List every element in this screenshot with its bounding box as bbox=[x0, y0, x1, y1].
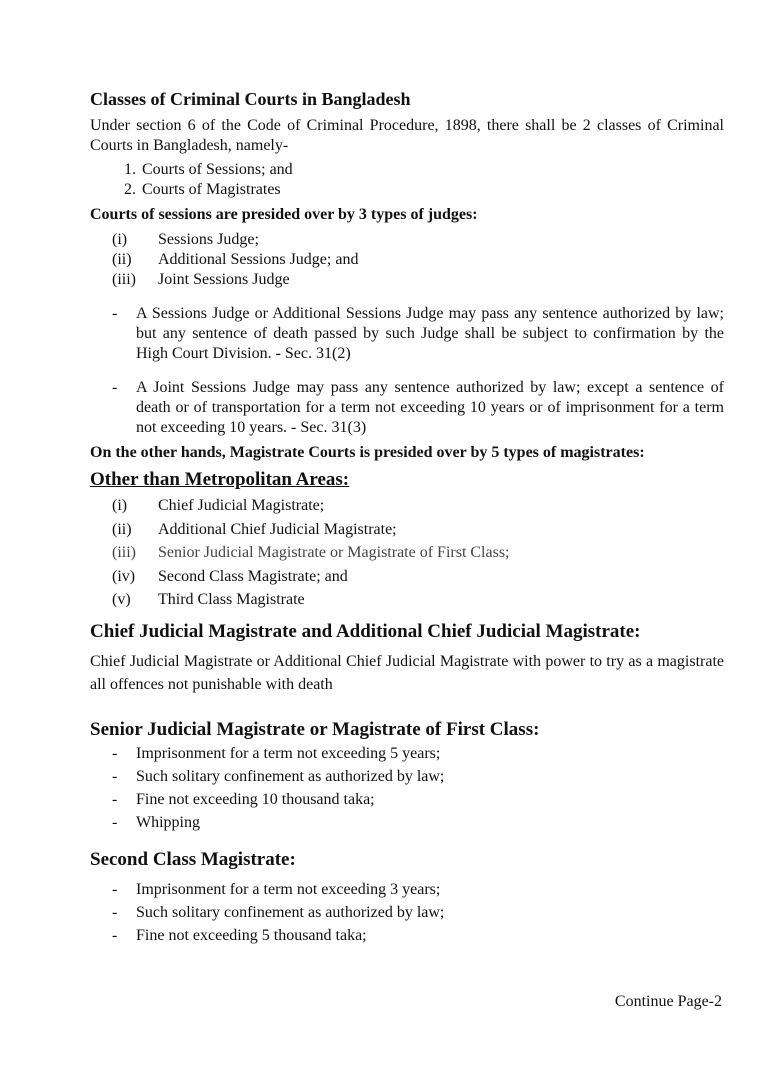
list-item: (iv) Second Class Magistrate; and bbox=[112, 567, 348, 585]
intro-paragraph: Under section 6 of the Code of Criminal Procedure, 1898, there shall be 2 classes of Criminal Courts in Bangladesh, namely- bbox=[90, 117, 724, 154]
sessions-note: - A Joint Sessions Judge may pass any sentence authorized by law; except a sentence of death or of transportation for a term not exceeding 10 years or of imprisonment for a term not exceeding 10 years. - Sec. 31(3) bbox=[112, 379, 724, 436]
sjm-powers-list bbox=[90, 742, 724, 834]
document-title: Classes of Criminal Courts in Bangladesh bbox=[90, 89, 411, 109]
list-item: (i) Sessions Judge; bbox=[112, 231, 259, 248]
list-item: - Imprisonment for a term not exceeding 5 years; bbox=[112, 744, 441, 762]
list-item: - Fine not exceeding 10 thousand taka; bbox=[112, 790, 375, 808]
scm-powers-list bbox=[90, 878, 724, 947]
list-item: 2. Courts of Magistrates bbox=[124, 181, 281, 198]
document-page bbox=[90, 88, 724, 947]
list-item: - Fine not exceeding 5 thousand taka; bbox=[112, 926, 367, 944]
list-item: (iii) Senior Judicial Magistrate or Magistrate of First Class; bbox=[112, 544, 510, 561]
list-item: (iii) Joint Sessions Judge bbox=[112, 271, 290, 288]
page-footer: Continue Page-2 bbox=[614, 993, 722, 1010]
cjm-heading: Chief Judicial Magistrate and Additional Chief Judicial Magistrate: bbox=[90, 620, 641, 642]
list-item: - Whipping bbox=[112, 813, 200, 831]
list-item: - Imprisonment for a term not exceeding 3 years; bbox=[112, 880, 441, 898]
non-metro-heading: Other than Metropolitan Areas: bbox=[90, 469, 350, 490]
list-item: (v) Third Class Magistrate bbox=[112, 591, 305, 608]
sessions-heading: Courts of sessions are presided over by 3 types of judges: bbox=[90, 206, 478, 223]
magistrate-heading: On the other hands, Magistrate Courts is presided over by 5 types of magistrates: bbox=[90, 444, 645, 461]
list-item: (i) Chief Judicial Magistrate; bbox=[112, 497, 325, 514]
cjm-paragraph: Chief Judicial Magistrate or Additional Chief Judicial Magistrate with power to try as a magistrate all offences not punishable with death bbox=[90, 652, 724, 693]
court-classes-list bbox=[90, 160, 724, 200]
list-item: 1. Courts of Sessions; and bbox=[124, 161, 293, 178]
sessions-note: - A Sessions Judge or Additional Sessions Judge may pass any sentence authorized by law; but any sentence of death passed by such Judge shall be subject to confirmation by the High Court Division. - Sec. 31(2) bbox=[112, 305, 724, 362]
scm-heading: Second Class Magistrate: bbox=[90, 848, 296, 870]
list-item: (ii) Additional Chief Judicial Magistrate; bbox=[112, 520, 397, 538]
list-item: - Such solitary confinement as authorized by law; bbox=[112, 903, 445, 921]
magistrates-list bbox=[90, 494, 724, 612]
sjm-heading: Senior Judicial Magistrate or Magistrate of First Class: bbox=[90, 718, 540, 740]
sessions-judges-list bbox=[90, 230, 724, 290]
list-item: (ii) Additional Sessions Judge; and bbox=[112, 251, 359, 268]
list-item: - Such solitary confinement as authorized by law; bbox=[112, 767, 445, 785]
